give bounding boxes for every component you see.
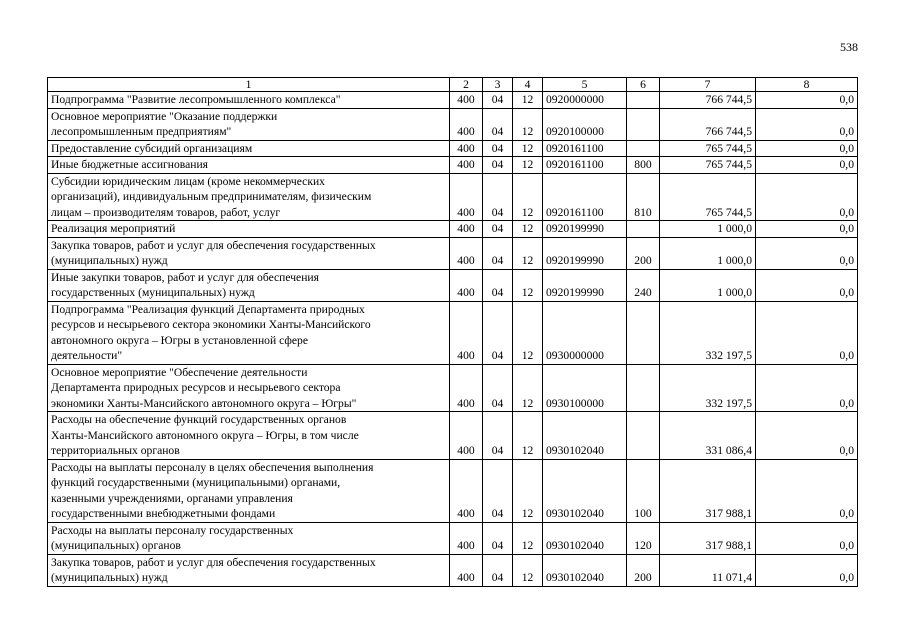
- cell-target-article: 0930102040: [543, 554, 627, 586]
- cell-target-article: 0930102040: [543, 412, 627, 460]
- table-row: [48, 554, 858, 586]
- cell-ministry-code: 400: [450, 269, 483, 301]
- item-name-line: Основное мероприятие "Оказание поддержки: [51, 109, 278, 123]
- cell-amount-second: 0,0: [756, 173, 858, 221]
- cell-expense-type: [627, 92, 660, 109]
- cell-subsection-code: 12: [513, 157, 543, 174]
- cell-amount-second: 0,0: [756, 108, 858, 140]
- cell-item-name: [48, 157, 450, 174]
- cell-amount-second: 0,0: [756, 92, 858, 109]
- cell-item-name: [48, 108, 450, 140]
- cell-section-code: 04: [483, 301, 513, 364]
- cell-amount: 1 000,0: [660, 269, 756, 301]
- item-name-line: Основное мероприятие "Обеспечение деятельности: [51, 365, 308, 379]
- cell-ministry-code: 400: [450, 140, 483, 157]
- cell-subsection-code: 12: [513, 522, 543, 554]
- item-name-line: Расходы на выплаты персоналу в целях обеспечения выполнения: [51, 460, 374, 474]
- item-name-line: автономного округа – Югры в установленной сфере: [51, 333, 308, 347]
- cell-expense-type: 120: [627, 522, 660, 554]
- item-name-line: экономики Ханты-Мансийского автономного округа – Югры": [51, 396, 357, 410]
- item-name-line: казенными учреждениями, органами управления: [51, 491, 293, 505]
- cell-amount: 317 988,1: [660, 522, 756, 554]
- cell-section-code: 04: [483, 554, 513, 586]
- cell-subsection-code: 12: [513, 269, 543, 301]
- item-name-line: организаций), индивидуальным предпринимателям, физическим: [51, 190, 372, 203]
- cell-expense-type: [627, 412, 660, 460]
- cell-amount-second: 0,0: [756, 301, 858, 364]
- cell-section-code: 04: [483, 92, 513, 109]
- item-name-line: Иные бюджетные ассигнования: [51, 158, 208, 171]
- cell-subsection-code: 12: [513, 554, 543, 586]
- cell-subsection-code: 12: [513, 140, 543, 157]
- column-header: 7: [660, 78, 756, 92]
- item-name-line: государственных (муниципальных) нужд: [51, 286, 255, 299]
- cell-section-code: 04: [483, 522, 513, 554]
- cell-item-name: [48, 412, 450, 460]
- item-name-line: Субсидии юридическим лицам (кроме некоммерческих: [51, 174, 325, 188]
- cell-amount: 766 744,5: [660, 108, 756, 140]
- table-row: [48, 459, 858, 522]
- item-name-line: Подпрограмма "Развитие лесопромышленного комплекса": [51, 93, 341, 106]
- item-name-line: территориальных органов: [51, 444, 180, 457]
- cell-subsection-code: 12: [513, 92, 543, 109]
- cell-amount-second: 0,0: [756, 412, 858, 460]
- item-name-line: (муниципальных) нужд: [51, 254, 168, 267]
- cell-ministry-code: 400: [450, 301, 483, 364]
- cell-ministry-code: 400: [450, 459, 483, 522]
- cell-item-name: [48, 269, 450, 301]
- cell-expense-type: [627, 364, 660, 412]
- cell-subsection-code: 12: [513, 301, 543, 364]
- cell-expense-type: 800: [627, 157, 660, 174]
- cell-target-article: 0920199990: [543, 237, 627, 269]
- item-name-line: Департамента природных ресурсов и несырьевого сектора: [51, 381, 341, 394]
- item-name-line: Расходы на выплаты персоналу государственных: [51, 523, 294, 537]
- cell-section-code: 04: [483, 108, 513, 140]
- cell-amount-second: 0,0: [756, 237, 858, 269]
- cell-amount-second: 0,0: [756, 554, 858, 586]
- cell-item-name: [48, 92, 450, 109]
- cell-section-code: 04: [483, 412, 513, 460]
- cell-target-article: 0930100000: [543, 364, 627, 412]
- cell-target-article: 0920161100: [543, 140, 627, 157]
- cell-amount: 331 086,4: [660, 412, 756, 460]
- cell-target-article: 0920199990: [543, 221, 627, 238]
- cell-ministry-code: 400: [450, 522, 483, 554]
- cell-ministry-code: 400: [450, 221, 483, 238]
- cell-amount: 11 071,4: [660, 554, 756, 586]
- cell-target-article: 0920000000: [543, 92, 627, 109]
- table-row: [48, 92, 858, 109]
- cell-expense-type: 200: [627, 237, 660, 269]
- cell-amount: 1 000,0: [660, 237, 756, 269]
- cell-amount: 765 744,5: [660, 173, 756, 221]
- cell-amount-second: 0,0: [756, 140, 858, 157]
- cell-ministry-code: 400: [450, 364, 483, 412]
- cell-amount-second: 0,0: [756, 221, 858, 238]
- budget-table: [47, 77, 858, 587]
- item-name-line: Предоставление субсидий организациям: [51, 141, 253, 155]
- cell-item-name: [48, 173, 450, 221]
- cell-expense-type: [627, 221, 660, 238]
- cell-target-article: 0930000000: [543, 301, 627, 364]
- table-row: [48, 140, 858, 157]
- cell-section-code: 04: [483, 157, 513, 174]
- cell-amount: 765 744,5: [660, 140, 756, 157]
- table-header-row: [48, 78, 858, 92]
- item-name-line: функций государственными (муниципальными) органами,: [51, 476, 341, 489]
- item-name-line: деятельности": [51, 349, 123, 362]
- cell-ministry-code: 400: [450, 237, 483, 269]
- cell-amount-second: 0,0: [756, 269, 858, 301]
- table-row: [48, 522, 858, 554]
- item-name-line: государственными внебюджетными фондами: [51, 507, 276, 520]
- column-header: 8: [756, 78, 858, 92]
- cell-subsection-code: 12: [513, 173, 543, 221]
- item-name-line: лицам – производителям товаров, работ, услуг: [51, 205, 281, 219]
- cell-subsection-code: 12: [513, 412, 543, 460]
- column-header: 3: [483, 78, 513, 92]
- item-name-line: ресурсов и несырьевого сектора экономики Ханты-Мансийского: [51, 318, 371, 331]
- item-name-line: (муниципальных) органов: [51, 539, 181, 552]
- cell-ministry-code: 400: [450, 92, 483, 109]
- table-body: [48, 92, 858, 587]
- column-header: 1: [48, 78, 450, 92]
- item-name-line: Закупка товаров, работ и услуг для обеспечения государственных: [51, 555, 376, 569]
- cell-item-name: [48, 301, 450, 364]
- cell-subsection-code: 12: [513, 459, 543, 522]
- column-header: 5: [543, 78, 627, 92]
- cell-target-article: 0930102040: [543, 522, 627, 554]
- cell-item-name: [48, 221, 450, 238]
- cell-subsection-code: 12: [513, 108, 543, 140]
- cell-subsection-code: 12: [513, 364, 543, 412]
- cell-item-name: [48, 364, 450, 412]
- item-name-line: Подпрограмма "Реализация функций Департамента природных: [51, 302, 365, 316]
- cell-target-article: 0920199990: [543, 269, 627, 301]
- cell-ministry-code: 400: [450, 173, 483, 221]
- cell-expense-type: 200: [627, 554, 660, 586]
- table-row: [48, 237, 858, 269]
- item-name-line: (муниципальных) нужд: [51, 571, 168, 584]
- item-name-line: Реализация мероприятий: [51, 222, 176, 235]
- cell-section-code: 04: [483, 459, 513, 522]
- cell-amount: 765 744,5: [660, 157, 756, 174]
- table-row: [48, 364, 858, 412]
- cell-expense-type: [627, 108, 660, 140]
- column-header: 2: [450, 78, 483, 92]
- cell-ministry-code: 400: [450, 412, 483, 460]
- cell-amount-second: 0,0: [756, 157, 858, 174]
- item-name-line: Расходы на обеспечение функций государственных органов: [51, 413, 347, 426]
- cell-expense-type: 100: [627, 459, 660, 522]
- cell-subsection-code: 12: [513, 221, 543, 238]
- cell-amount: 332 197,5: [660, 364, 756, 412]
- table-row: [48, 157, 858, 174]
- table-row: [48, 108, 858, 140]
- cell-item-name: [48, 459, 450, 522]
- cell-section-code: 04: [483, 173, 513, 221]
- cell-amount: 332 197,5: [660, 301, 756, 364]
- cell-expense-type: 810: [627, 173, 660, 221]
- cell-amount-second: 0,0: [756, 522, 858, 554]
- cell-amount: 1 000,0: [660, 221, 756, 238]
- cell-expense-type: [627, 140, 660, 157]
- cell-ministry-code: 400: [450, 108, 483, 140]
- table-row: [48, 301, 858, 364]
- item-name-line: Ханты-Мансийского автономного округа – Югры, в том числе: [51, 428, 359, 442]
- cell-ministry-code: 400: [450, 554, 483, 586]
- cell-section-code: 04: [483, 269, 513, 301]
- cell-expense-type: [627, 301, 660, 364]
- cell-section-code: 04: [483, 221, 513, 238]
- cell-ministry-code: 400: [450, 157, 483, 174]
- column-header: 6: [627, 78, 660, 92]
- page-number: 538: [840, 40, 858, 54]
- table-row: [48, 221, 858, 238]
- cell-section-code: 04: [483, 140, 513, 157]
- cell-target-article: 0920161100: [543, 173, 627, 221]
- item-name-line: Иные закупки товаров, работ и услуг для обеспечения: [51, 270, 319, 284]
- cell-amount: 766 744,5: [660, 92, 756, 109]
- column-header: 4: [513, 78, 543, 92]
- item-name-line: лесопромышленным предприятиям": [51, 125, 232, 138]
- cell-item-name: [48, 554, 450, 586]
- cell-subsection-code: 12: [513, 237, 543, 269]
- table-row: [48, 269, 858, 301]
- cell-section-code: 04: [483, 237, 513, 269]
- cell-target-article: 0930102040: [543, 459, 627, 522]
- cell-target-article: 0920100000: [543, 108, 627, 140]
- cell-item-name: [48, 140, 450, 157]
- table-row: [48, 412, 858, 460]
- cell-target-article: 0920161100: [543, 157, 627, 174]
- cell-item-name: [48, 237, 450, 269]
- table-row: [48, 173, 858, 221]
- cell-section-code: 04: [483, 364, 513, 412]
- cell-expense-type: 240: [627, 269, 660, 301]
- cell-amount: 317 988,1: [660, 459, 756, 522]
- cell-item-name: [48, 522, 450, 554]
- item-name-line: Закупка товаров, работ и услуг для обеспечения государственных: [51, 238, 376, 252]
- cell-amount-second: 0,0: [756, 459, 858, 522]
- cell-amount-second: 0,0: [756, 364, 858, 412]
